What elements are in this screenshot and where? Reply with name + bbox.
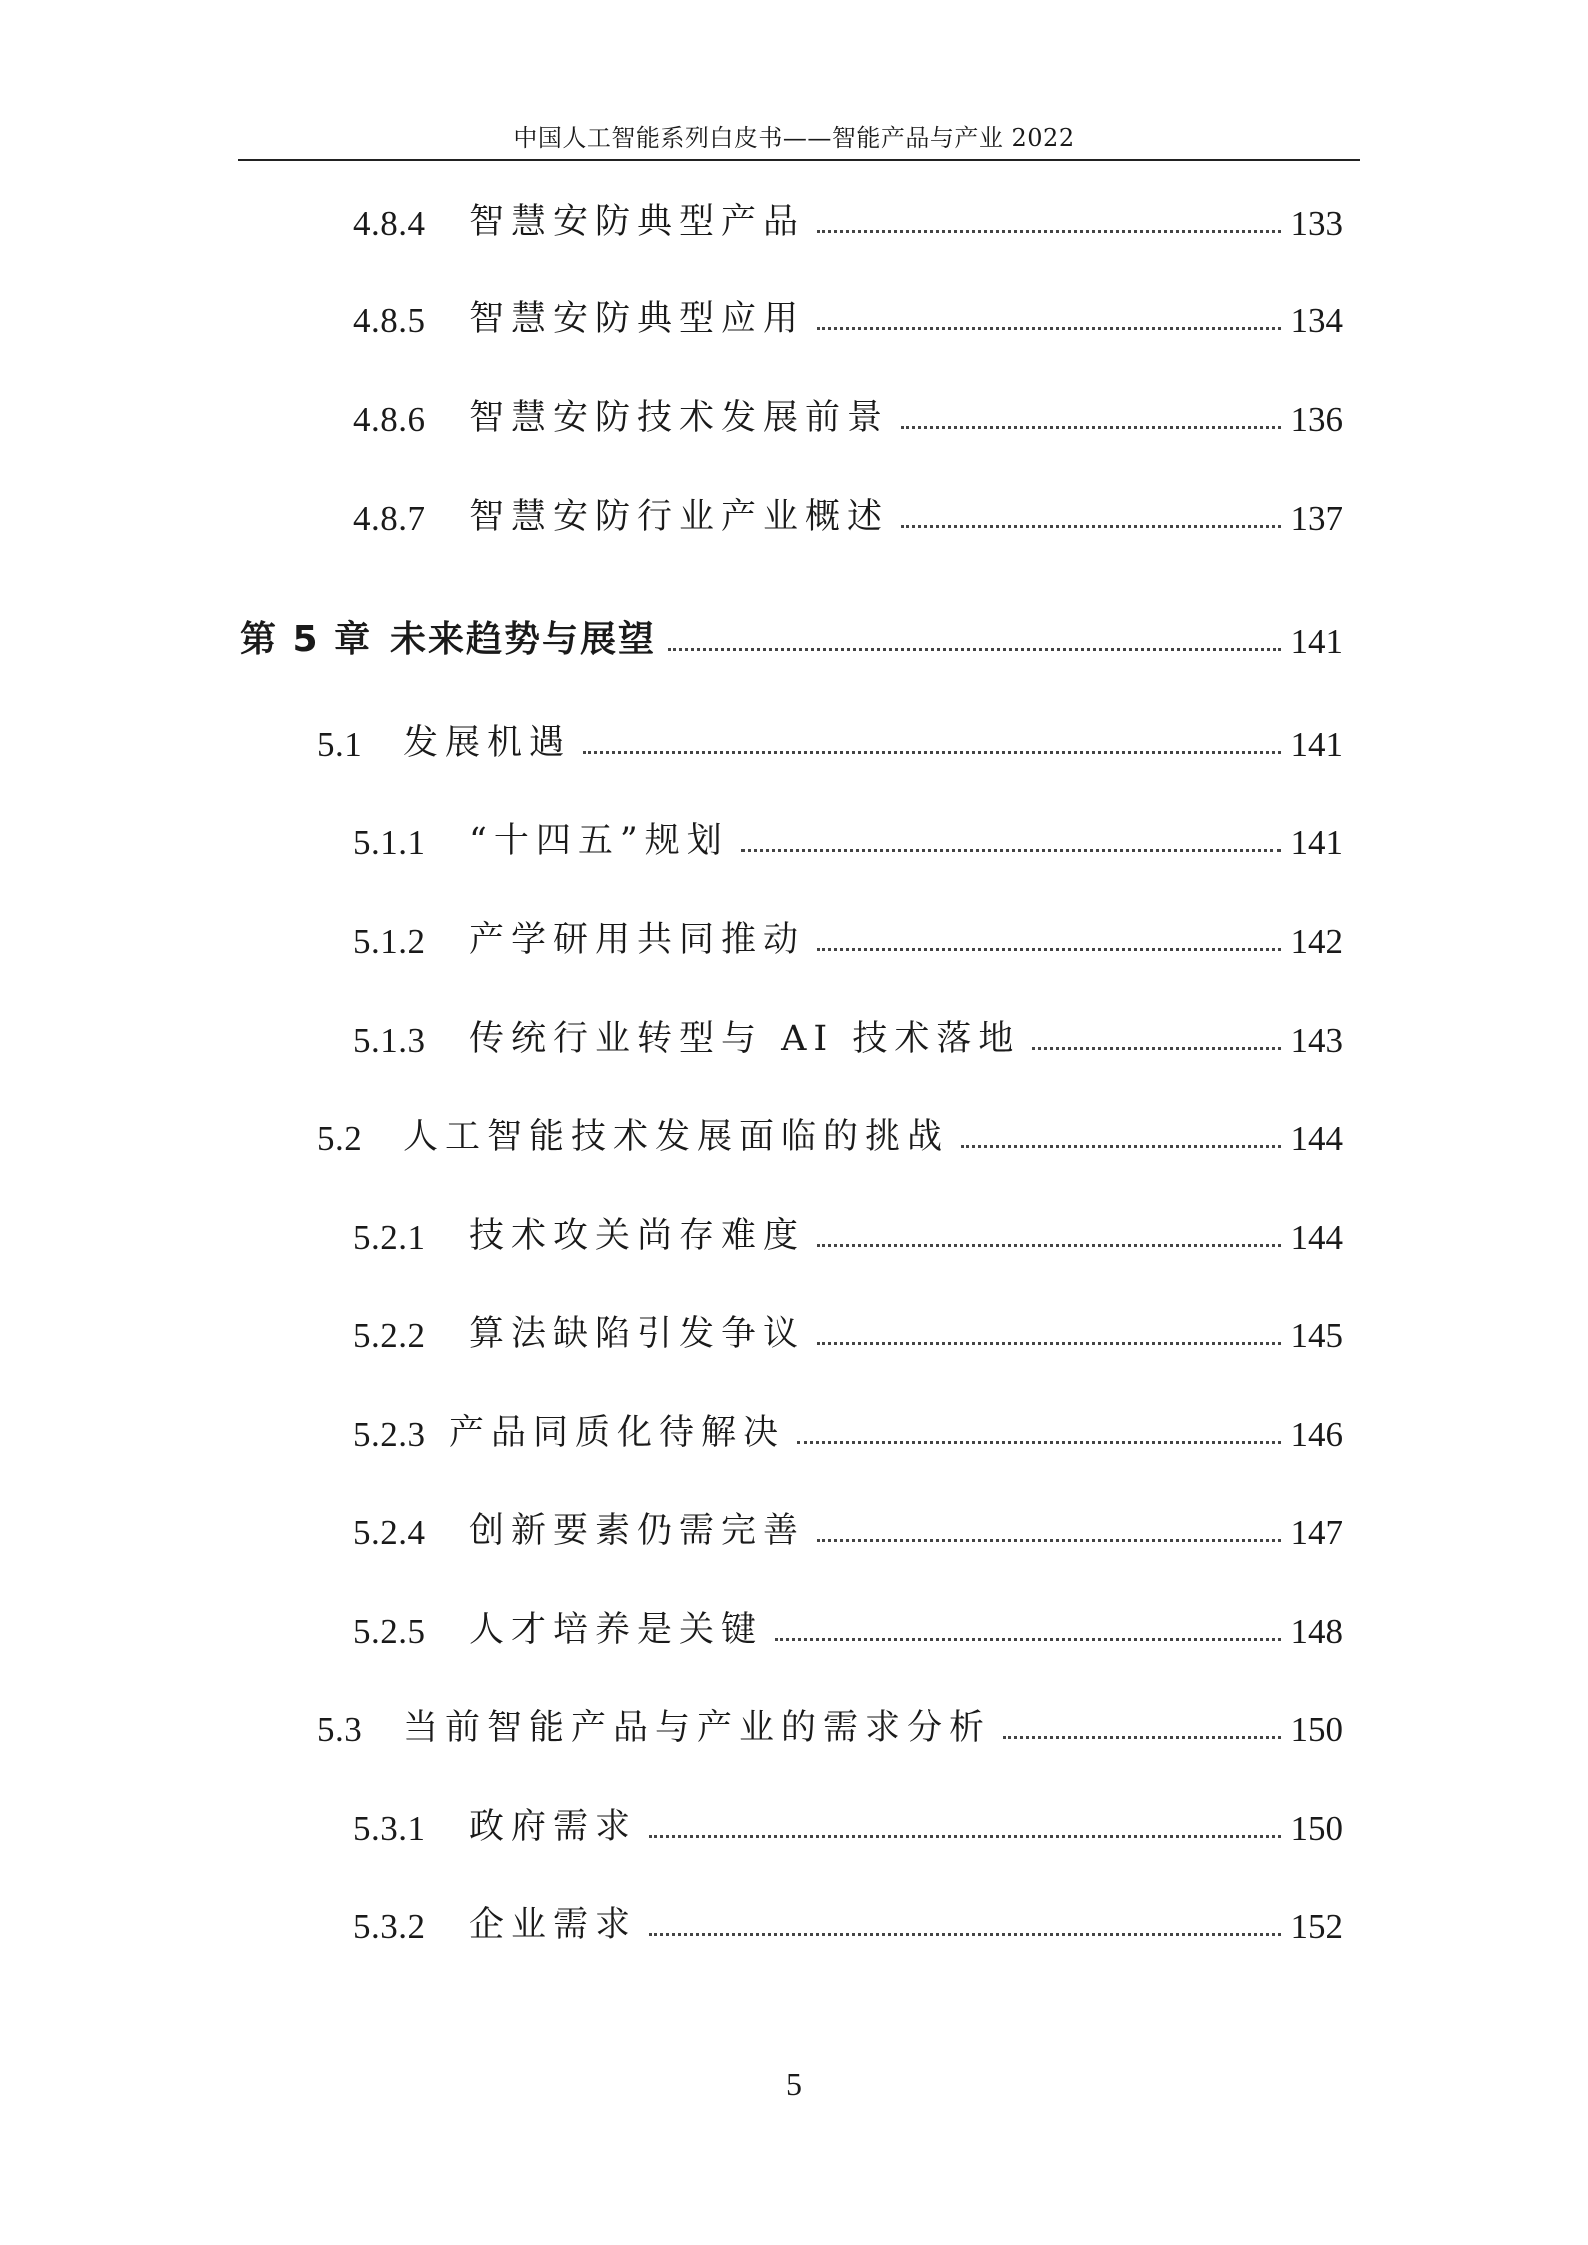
toc-entry-5-2-5[interactable] [353, 1604, 1343, 1652]
toc-entry-title: “十四五”规划 [469, 821, 729, 861]
toc-entry-title: 智慧安防典型产品 [469, 202, 806, 242]
toc-entry-4-8-5[interactable] [353, 293, 1343, 341]
toc-entry-title: 当前智能产品与产业的需求分析 [403, 1708, 992, 1748]
toc-entry-title: 智慧安防技术发展前景 [469, 398, 890, 438]
toc-entry-5-1-2[interactable] [353, 914, 1343, 962]
toc-entry-title: 人才培养是关键 [469, 1610, 764, 1650]
dot-leader [817, 948, 1280, 951]
dot-leader [668, 648, 1280, 651]
toc-entry-page: 137 [1290, 499, 1343, 538]
toc-entry-number: 4.8.5 [353, 301, 426, 340]
toc-entry-page: 141 [1290, 725, 1343, 764]
toc-entry-number: 5.3.2 [353, 1907, 426, 1946]
toc-entry-5-2-4[interactable] [353, 1505, 1343, 1553]
toc-entry-page: 146 [1290, 1415, 1343, 1454]
dot-leader [1003, 1736, 1280, 1739]
toc-entry-title: 企业需求 [469, 1905, 638, 1945]
toc-entry-4-8-4[interactable] [353, 196, 1343, 244]
toc-entry-page: 141 [1290, 622, 1343, 661]
dot-leader [817, 327, 1280, 330]
toc-entry-title: 算法缺陷引发争议 [469, 1314, 806, 1354]
toc-entry-title: 政府需求 [469, 1807, 638, 1847]
toc-entry-5-2-1[interactable] [353, 1210, 1343, 1258]
toc-entry-title: 产学研用共同推动 [469, 920, 806, 960]
page-number: 5 [786, 2066, 802, 2102]
toc-entry-number: 5.2.1 [353, 1218, 426, 1257]
toc-entry-title: 传统行业转型与 AI 技术落地 [469, 1019, 1021, 1059]
toc-entry-5-2-3[interactable] [353, 1407, 1343, 1455]
dot-leader [817, 1244, 1280, 1247]
header-rule [238, 159, 1360, 161]
dot-leader [817, 1342, 1280, 1345]
toc-entry-4-8-6[interactable] [353, 392, 1343, 440]
toc-entry-5-3-2[interactable] [353, 1899, 1343, 1947]
page-header-title: 中国人工智能系列白皮书——智能产品与产业 2022 [513, 124, 1075, 152]
dot-leader [649, 1835, 1280, 1838]
toc-entry-number: 5.1 [317, 725, 363, 764]
toc-entry-number: 5.2.3 [353, 1415, 426, 1454]
dot-leader [817, 1539, 1280, 1542]
toc-entry-title: 创新要素仍需完善 [469, 1511, 806, 1551]
toc-entry-title: 人工智能技术发展面临的挑战 [403, 1117, 950, 1157]
toc-entry-page: 142 [1290, 922, 1343, 961]
toc-entry-page: 144 [1290, 1119, 1343, 1158]
toc-entry-chapter-5[interactable] [240, 614, 1343, 662]
dot-leader [797, 1441, 1280, 1444]
toc-entry-5-3[interactable] [317, 1702, 1343, 1750]
toc-entry-5-1-3[interactable] [353, 1013, 1343, 1061]
dot-leader [741, 849, 1281, 852]
toc-entry-page: 147 [1290, 1513, 1343, 1552]
dot-leader [901, 426, 1280, 429]
toc-entry-title: 智慧安防行业产业概述 [469, 497, 890, 537]
toc-entry-5-2[interactable] [317, 1111, 1343, 1159]
dot-leader [649, 1933, 1280, 1936]
toc-entry-page: 133 [1290, 204, 1343, 243]
toc-entry-5-3-1[interactable] [353, 1801, 1343, 1849]
toc-entry-number: 4.8.4 [353, 204, 426, 243]
toc-entry-number: 5.2.5 [353, 1612, 426, 1651]
toc-entry-page: 150 [1290, 1710, 1343, 1749]
toc-entry-page: 145 [1290, 1316, 1343, 1355]
toc-entry-number: 4.8.6 [353, 400, 426, 439]
toc-entry-page: 134 [1290, 301, 1343, 340]
toc-entry-page: 136 [1290, 400, 1343, 439]
toc-chapter-title: 未来趋势与展望 [390, 619, 657, 660]
toc-entry-number: 5.2 [317, 1119, 363, 1158]
toc-entry-5-2-2[interactable] [353, 1308, 1343, 1356]
toc-entry-page: 148 [1290, 1612, 1343, 1651]
toc-entry-title: 技术攻关尚存难度 [469, 1216, 806, 1256]
dot-leader [961, 1145, 1280, 1148]
dot-leader [775, 1638, 1280, 1641]
dot-leader [1032, 1047, 1280, 1050]
dot-leader [817, 230, 1280, 233]
toc-entry-number: 4.8.7 [353, 499, 426, 538]
toc-entry-page: 152 [1290, 1907, 1343, 1946]
toc-entry-number: 5.3.1 [353, 1809, 426, 1848]
toc-entry-page: 141 [1290, 823, 1343, 862]
toc-entry-page: 150 [1290, 1809, 1343, 1848]
toc-entry-number: 5.1.2 [353, 922, 426, 961]
toc-chapter-number: 第 5 章 [240, 619, 373, 660]
toc-entry-title: 智慧安防典型应用 [469, 299, 806, 339]
toc-entry-number: 5.2.4 [353, 1513, 426, 1552]
toc-entry-5-1-1[interactable] [353, 815, 1343, 863]
toc-entry-number: 5.1.1 [353, 823, 426, 862]
toc-entry-title: 产品同质化待解决 [449, 1413, 786, 1453]
dot-leader [901, 525, 1280, 528]
toc-entry-5-1[interactable] [317, 717, 1343, 765]
toc-entry-number: 5.2.2 [353, 1316, 426, 1355]
toc-entry-page: 143 [1290, 1021, 1343, 1060]
toc-entry-title: 发展机遇 [403, 723, 572, 763]
toc-entry-number: 5.1.3 [353, 1021, 426, 1060]
toc-entry-number: 5.3 [317, 1710, 363, 1749]
dot-leader [583, 751, 1280, 754]
toc-entry-page: 144 [1290, 1218, 1343, 1257]
toc-entry-4-8-7[interactable] [353, 491, 1343, 539]
